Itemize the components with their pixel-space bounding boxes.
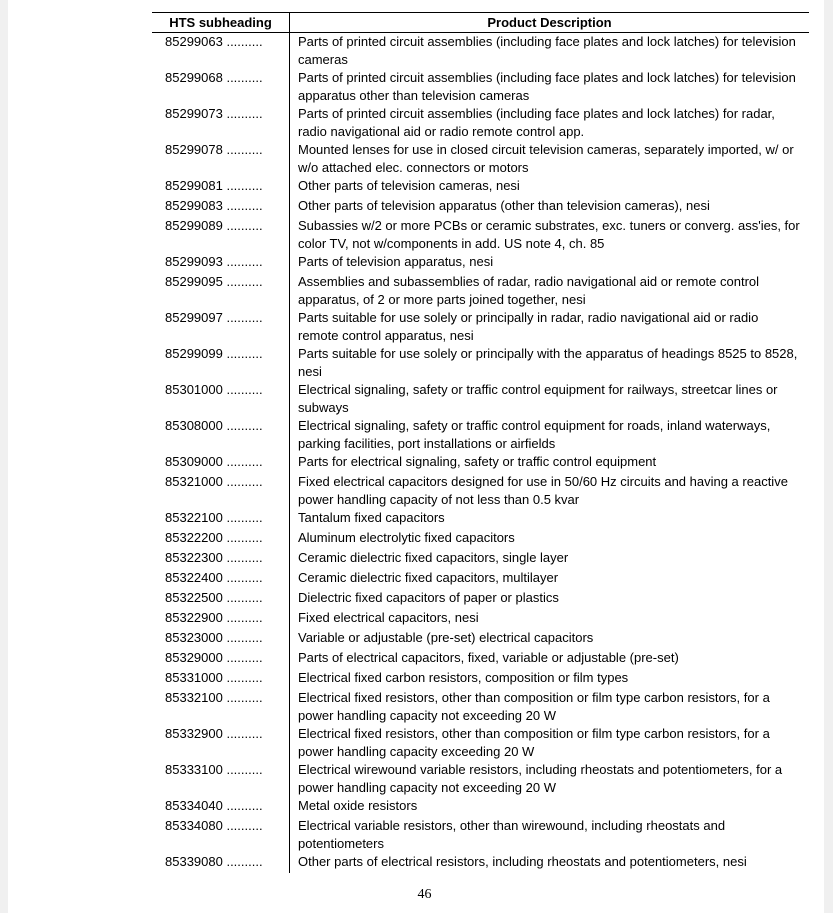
product-description-cell: Fixed electrical capacitors, nesi (290, 609, 810, 629)
hts-code-cell: 85299063 .......... (165, 34, 263, 49)
table-row (152, 417, 809, 453)
table-row (152, 309, 809, 345)
product-description-cell: Tantalum fixed capacitors (290, 509, 810, 529)
product-description-cell: Electrical variable resistors, other than wirewound, including rheostats and potentiometers (290, 817, 810, 853)
product-description-cell: Electrical fixed carbon resistors, composition or film types (290, 669, 810, 689)
table-row (152, 141, 809, 177)
product-description-cell: Electrical signaling, safety or traffic control equipment for railways, streetcar lines or subways (290, 381, 810, 417)
hts-code-cell: 85331000 .......... (165, 670, 263, 685)
page-number: 46 (417, 887, 432, 902)
table-row (152, 453, 809, 473)
hts-code-cell: 85321000 .......... (165, 474, 263, 489)
table-row (152, 629, 809, 649)
table-row (152, 529, 809, 549)
header-hts-subheading: HTS subheading (152, 13, 290, 33)
hts-code-cell: 85299078 .......... (165, 142, 263, 157)
table-row (152, 217, 809, 253)
product-description-cell: Electrical fixed resistors, other than composition or film type carbon resistors, for a power handling capacity not exceeding 20 W (290, 689, 810, 725)
hts-code-cell: 85322400 .......... (165, 570, 263, 585)
hts-table (152, 12, 809, 873)
table-row (152, 253, 809, 273)
product-description-cell: Electrical fixed resistors, other than composition or film type carbon resistors, for a power handling capacity exceeding 20 W (290, 725, 810, 761)
table-header-row (152, 13, 809, 33)
product-description-cell: Electrical signaling, safety or traffic control equipment for roads, inland waterways, parking facilities, port installations or airfields (290, 417, 810, 453)
table-row (152, 725, 809, 761)
product-description-cell: Parts suitable for use solely or principally with the apparatus of headings 8525 to 8528, nesi (290, 345, 810, 381)
table-row (152, 381, 809, 417)
table-row (152, 689, 809, 725)
hts-code-cell: 85299099 .......... (165, 346, 263, 361)
hts-code-cell: 85309000 .......... (165, 454, 263, 469)
table-row (152, 509, 809, 529)
hts-code-cell: 85322300 .......... (165, 550, 263, 565)
table-row (152, 197, 809, 217)
hts-code-cell: 85332900 .......... (165, 726, 263, 741)
hts-code-cell: 85299097 .......... (165, 310, 263, 325)
product-description-cell: Subassies w/2 or more PCBs or ceramic substrates, exc. tuners or converg. ass'ies, for color TV, not w/components in add. US note 4, ch. 85 (290, 217, 810, 253)
product-description-cell: Assemblies and subassemblies of radar, radio navigational aid or remote control apparatus, of 2 or more parts joined together, nesi (290, 273, 810, 309)
hts-code-cell: 85334040 .......... (165, 798, 263, 813)
product-description-cell: Fixed electrical capacitors designed for use in 50/60 Hz circuits and having a reactive power handling capacity of not less than 0.5 kvar (290, 473, 810, 509)
table-row (152, 345, 809, 381)
hts-code-cell: 85299081 .......... (165, 178, 263, 193)
table-row (152, 549, 809, 569)
hts-code-cell: 85322200 .......... (165, 530, 263, 545)
hts-code-cell: 85299095 .......... (165, 274, 263, 289)
hts-code-cell: 85339080 .......... (165, 854, 263, 869)
hts-code-cell: 85322900 .......... (165, 610, 263, 625)
document-page (8, 0, 824, 913)
product-description-cell: Parts suitable for use solely or principally in radar, radio navigational aid or radio remote control apparatus, nesi (290, 309, 810, 345)
hts-code-cell: 85299093 .......... (165, 254, 263, 269)
table-row (152, 273, 809, 309)
table-row (152, 33, 809, 70)
product-description-cell: Parts of printed circuit assemblies (including face plates and lock latches) for television cameras (290, 33, 810, 70)
product-description-cell: Electrical wirewound variable resistors, including rheostats and potentiometers, for a power handling capacity not exceeding 20 W (290, 761, 810, 797)
hts-code-cell: 85299068 .......... (165, 70, 263, 85)
hts-code-cell: 85299073 .......... (165, 106, 263, 121)
table-row (152, 797, 809, 817)
table-body (152, 33, 809, 874)
hts-code-cell: 85301000 .......... (165, 382, 263, 397)
table-row (152, 105, 809, 141)
product-description-cell: Parts for electrical signaling, safety or traffic control equipment (290, 453, 810, 473)
table-row (152, 817, 809, 853)
product-description-cell: Parts of television apparatus, nesi (290, 253, 810, 273)
hts-code-cell: 85323000 .......... (165, 630, 263, 645)
table-row (152, 569, 809, 589)
hts-code-cell: 85329000 .......... (165, 650, 263, 665)
product-description-cell: Other parts of television cameras, nesi (290, 177, 810, 197)
product-description-cell: Metal oxide resistors (290, 797, 810, 817)
product-description-cell: Parts of printed circuit assemblies (including face plates and lock latches) for television apparatus other than television cameras (290, 69, 810, 105)
hts-code-cell: 85333100 .......... (165, 762, 263, 777)
table-row (152, 589, 809, 609)
product-description-cell: Ceramic dielectric fixed capacitors, multilayer (290, 569, 810, 589)
product-description-cell: Other parts of television apparatus (other than television cameras), nesi (290, 197, 810, 217)
table-row (152, 177, 809, 197)
hts-code-cell: 85299083 .......... (165, 198, 263, 213)
table-row (152, 609, 809, 629)
product-description-cell: Parts of printed circuit assemblies (including face plates and lock latches) for radar, radio navigational aid or radio remote control app. (290, 105, 810, 141)
product-description-cell: Parts of electrical capacitors, fixed, variable or adjustable (pre-set) (290, 649, 810, 669)
hts-code-cell: 85322500 .......... (165, 590, 263, 605)
hts-code-cell: 85332100 .......... (165, 690, 263, 705)
product-description-cell: Aluminum electrolytic fixed capacitors (290, 529, 810, 549)
hts-code-cell: 85322100 .......... (165, 510, 263, 525)
table-row (152, 649, 809, 669)
product-description-cell: Other parts of electrical resistors, including rheostats and potentiometers, nesi (290, 853, 810, 873)
product-description-cell: Variable or adjustable (pre-set) electrical capacitors (290, 629, 810, 649)
product-description-cell: Mounted lenses for use in closed circuit television cameras, separately imported, w/ or w/o attached elec. connectors or motors (290, 141, 810, 177)
table-row (152, 853, 809, 873)
table-row (152, 669, 809, 689)
table-row (152, 473, 809, 509)
hts-code-cell: 85299089 .......... (165, 218, 263, 233)
table-row (152, 69, 809, 105)
table-row (152, 761, 809, 797)
hts-code-cell: 85308000 .......... (165, 418, 263, 433)
product-description-cell: Dielectric fixed capacitors of paper or plastics (290, 589, 810, 609)
header-product-description: Product Description (290, 13, 810, 33)
hts-code-cell: 85334080 .......... (165, 818, 263, 833)
product-description-cell: Ceramic dielectric fixed capacitors, single layer (290, 549, 810, 569)
